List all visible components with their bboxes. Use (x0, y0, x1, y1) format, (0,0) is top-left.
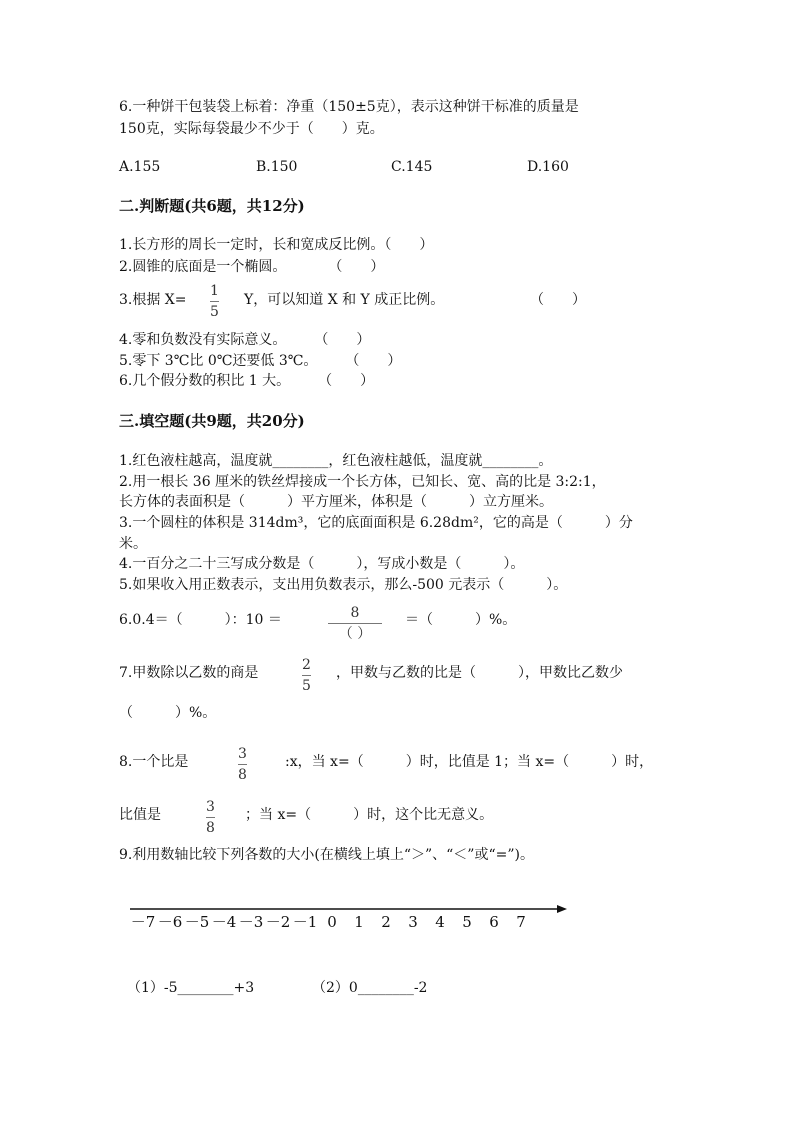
judge-q6: 6.几个假分数的积比 1 大。 （ ） (119, 373, 375, 389)
number-line-label: 1 (354, 913, 364, 931)
fill-q9: 9.利用数轴比较下列各数的大小(在横线上填上“＞”、“＜”或“=”)。 (119, 847, 534, 863)
fill-q2-line2: 长方体的表面积是（ ）平方厘米，体积是（ ）立方厘米。 (119, 494, 553, 510)
number-line-label: 2 (381, 913, 391, 931)
option-c: C.145 (391, 159, 433, 175)
fill-q8-line2-suffix: ；当 x=（ ）时，这个比无意义。 (245, 807, 494, 823)
fill-q8-line2-prefix: 比值是 (119, 807, 161, 823)
judge-q3-suffix: Y，可以知道 X 和 Y 成正比例。 (244, 292, 445, 308)
fraction-denominator: 5 (210, 304, 219, 320)
fraction-bar (302, 675, 311, 676)
number-line-arrow-icon (557, 905, 567, 913)
fraction-bar (206, 817, 215, 818)
option-b: B.150 (256, 159, 298, 175)
fill-q2-line1: 2.用一根长 36 厘米的铁丝焊接成一个长方体，已知长、宽、高的比是 3:2:1， (119, 474, 606, 490)
number-line-label: －3 (238, 913, 264, 931)
judge-q4: 4.零和负数没有实际意义。 （ ） (119, 332, 371, 348)
fill-q7-suffix: ，甲数与乙数的比是（ ），甲数比乙数少 (336, 665, 623, 681)
fill-q6-fraction (328, 604, 382, 643)
fill-q6-prefix: 6.0.4＝（ ）：10 ＝ (119, 612, 282, 628)
fraction-denominator: （ ） (338, 626, 372, 642)
fraction-numerator: 3 (206, 799, 215, 815)
number-line-labels (131, 913, 526, 931)
judge-q5: 5.零下 3℃比 0℃还要低 3℃。 （ ） (119, 353, 402, 369)
number-line-label: 5 (462, 913, 472, 931)
fill-q3-line2: 米。 (119, 536, 147, 552)
judge-q3-fraction (210, 282, 219, 321)
option-d: D.160 (527, 159, 569, 175)
fraction-denominator: 8 (206, 820, 215, 836)
number-line-label: 7 (516, 913, 526, 931)
number-line-label: －7 (130, 913, 156, 931)
number-line-label: －6 (157, 913, 183, 931)
judge-q3-prefix: 3.根据 X= (119, 292, 187, 308)
fill-q3-line1: 3.一个圆柱的体积是 314dm³，它的底面面积是 6.28dm²，它的高是（ ）分 (119, 515, 633, 531)
fill-q1: 1.红色液柱越高，温度就________，红色液柱越低，温度就________。 (119, 453, 553, 469)
fill-q8-prefix: 8.一个比是 (119, 754, 189, 770)
fraction-numerator: 1 (210, 283, 219, 299)
fill-q6-suffix: ＝（ ）%。 (405, 612, 517, 628)
fill-q7-line2: （ ）%。 (119, 705, 217, 721)
fraction-denominator: 5 (302, 678, 311, 694)
fraction-denominator: 8 (238, 767, 247, 783)
number-line-label: 4 (435, 913, 445, 931)
compare-1: （1）-5________+3 (127, 980, 255, 996)
judge-q2: 2.圆锥的底面是一个椭圆。 （ ） (119, 259, 385, 275)
compare-2: （2）0________-2 (312, 980, 428, 996)
number-line-label: 3 (408, 913, 418, 931)
number-line (125, 900, 575, 940)
number-line-label: 0 (327, 913, 337, 931)
q6-text-line2: 150克，实际每袋最少不少于（ ）克。 (119, 121, 384, 137)
fraction-numerator: 2 (302, 657, 311, 673)
option-a: A.155 (119, 159, 161, 175)
fill-q8-fraction (238, 745, 247, 784)
number-line-label: －4 (211, 913, 237, 931)
fill-q8-fraction2 (206, 798, 215, 837)
number-line-label: －2 (265, 913, 291, 931)
q6-text-line1: 6.一种饼干包装袋上标着：净重（150±5克），表示这种饼干标准的质量是 (119, 99, 579, 115)
number-line-label: －5 (184, 913, 210, 931)
fraction-bar (328, 623, 382, 624)
fraction-numerator: 3 (238, 746, 247, 762)
fill-q8-suffix: :x，当 x=（ ）时，比值是 1；当 x=（ ）时， (285, 754, 654, 770)
number-line-label: －1 (292, 913, 318, 931)
section-heading-fill: 三.填空题(共9题，共20分) (119, 412, 305, 430)
fraction-bar (210, 301, 219, 302)
judge-q3-paren: （ ） (530, 292, 586, 308)
fill-q7-prefix: 7.甲数除以乙数的商是 (119, 665, 259, 681)
number-line-label: 6 (489, 913, 499, 931)
fraction-bar (238, 764, 247, 765)
fraction-numerator: 8 (350, 605, 360, 621)
fill-q5: 5.如果收入用正数表示，支出用负数表示，那么-500 元表示（ ）。 (119, 577, 568, 593)
judge-q1: 1.长方形的周长一定时，长和宽成反比例。（ ） (119, 237, 434, 253)
fill-q7-fraction (302, 656, 311, 695)
fill-q4: 4.一百分之二十三写成分数是（ ），写成小数是（ ）。 (119, 556, 525, 572)
section-heading-judgement: 二.判断题(共6题，共12分) (119, 197, 305, 215)
